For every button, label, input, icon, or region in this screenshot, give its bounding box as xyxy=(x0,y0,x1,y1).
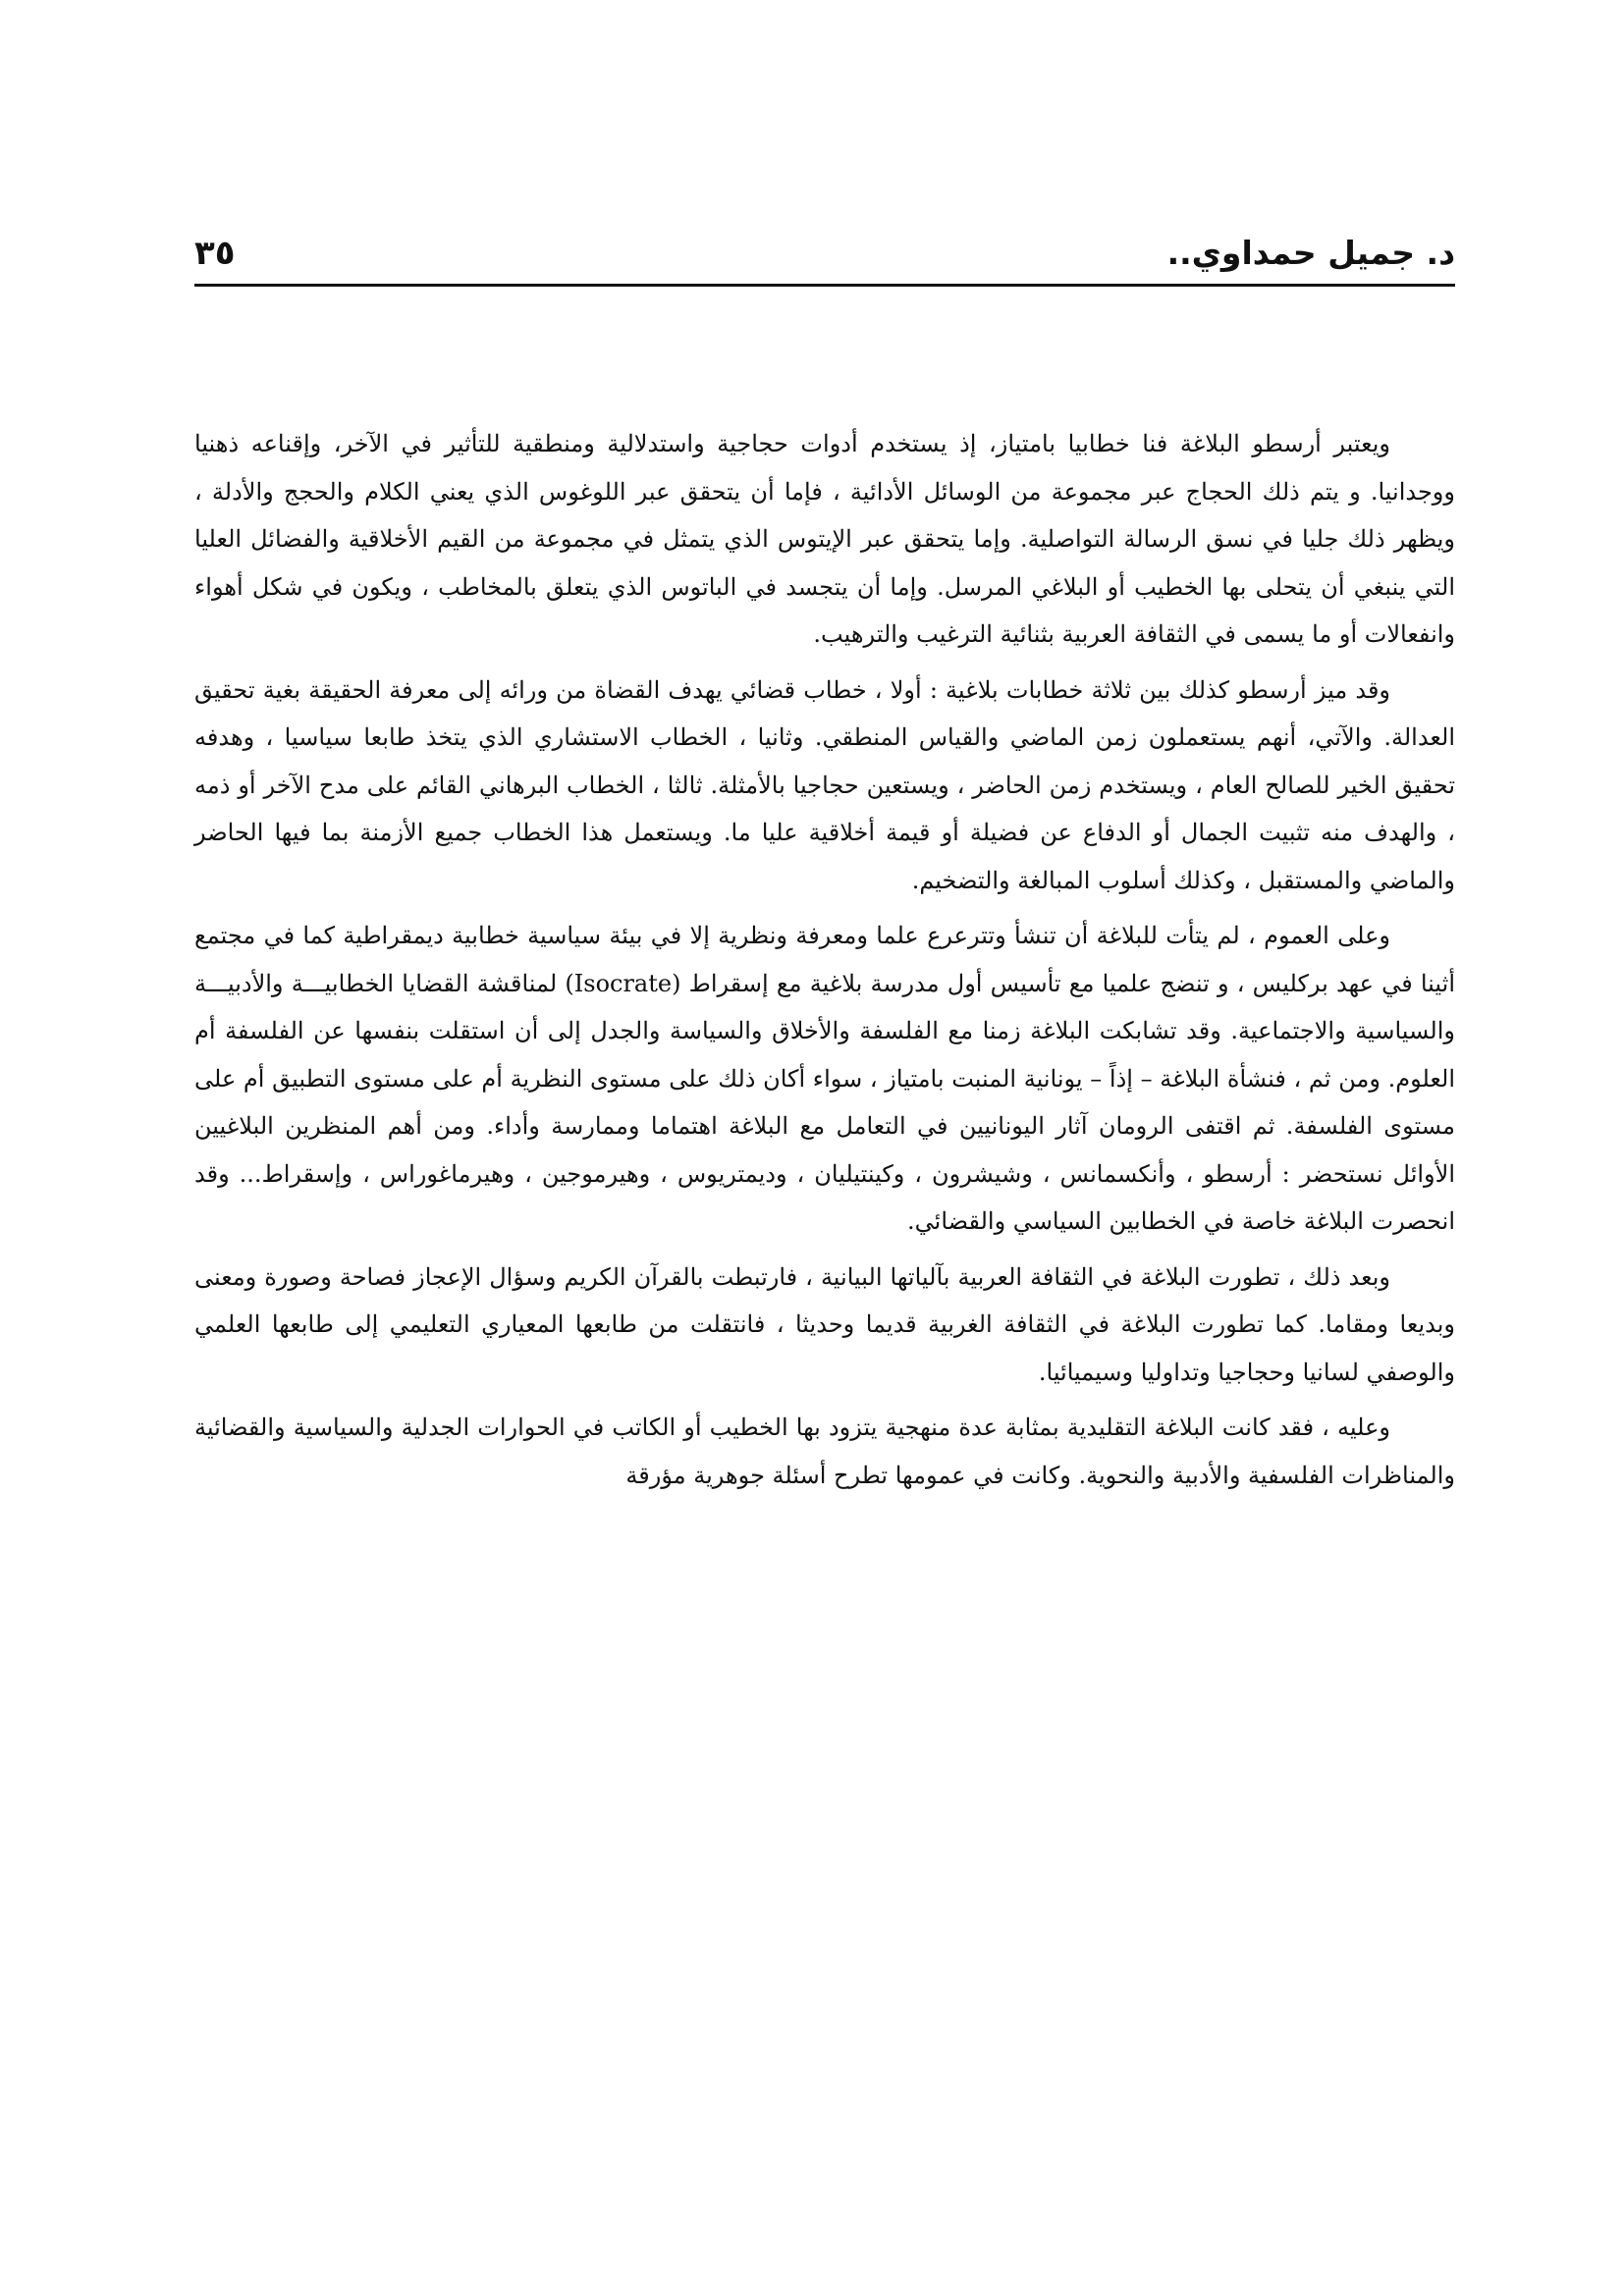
page-header xyxy=(194,226,1455,281)
body-text xyxy=(194,420,1455,1507)
paragraph-4: وبعد ذلك ، تطورت البلاغة في الثقافة العربية بآلياتها البيانية ، فارتبطت بالقرآن الكريم وسؤال الإعجاز فصاحة وصورة ومعنى وبديعا ومقاما. كما تطورت البلاغة في الثقافة الغربية قديما وحديثا ، فانتقلت من طابعها المعياري التعليمي إلى طابعها العلمي والوصفي لسانيا وحجاجيا وتداوليا وسيميائيا. xyxy=(194,1262,1455,1386)
header-rule xyxy=(194,284,1455,287)
paragraph-1: ويعتبر أرسطو البلاغة فنا خطابيا بامتياز، إذ يستخدم أدوات حجاجية واستدلالية ومنطقية للتأثير في الآخر، وإقناعه ذهنيا ووجدانيا. و يتم ذلك الحجاج عبر مجموعة من الوسائل الأدائية ، فإما أن يتحقق عبر اللوغوس الذي يعني الكلام والحجج والأدلة ، ويظهر ذلك جليا في نسق الرسالة التواصلية. وإما يتحقق عبر الإيتوس الذي يتمثل في مجموعة من القيم الأخلاقية والفضائل العليا التي ينبغي أن يتحلى بها الخطيب أو البلاغي المرسل. وإما أن يتجسد في الباتوس الذي يتعلق بالمخاطب ، ويكون في شكل أهواء وانفعالات أو ما يسمى في الثقافة العربية بثنائية الترغيب والترهيب. xyxy=(194,430,1455,648)
page-number: ٣٥ xyxy=(194,234,236,273)
paragraph-3: وعلى العموم ، لم يتأت للبلاغة أن تنشأ وتترعرع علما ومعرفة ونظرية إلا في بيئة سياسية خطابية ديمقراطية كما في مجتمع أثينا في عهد بركليس ، و تنضج علميا مع تأسيس أول مدرسة بلاغية مع إسقراط (Isocrate) لمناقشة القضايا الخطابيـــة والأدبيـــة والسياسية والاجتماعية. وقد تشابكت البلاغة زمنا مع الفلسفة والأخلاق والسياسة والجدل إلى أن استقلت بنفسها عن الفلسفة أم العلوم. ومن ثم ، فنشأة البلاغة – إذاً – يونانية المنبت بامتياز ، سواء أكان ذلك على مستوى النظرية أم على مستوى التطبيق أم على مستوى الفلسفة. ثم اقتفى الرومان آثار اليونانيين في التعامل مع البلاغة اهتماما وممارسة وأداء. ومن أهم المنظرين البلاغيين الأوائل نستحضر : أرسطو ، وأنكسمانس ، وشيشرون ، وكينتيليان ، وديمتريوس ، وهيرموجين ، وهيرماغوراس ، وإسقراط... وقد انحصرت البلاغة خاصة في الخطابين السياسي والقضائي. xyxy=(194,922,1456,1235)
running-head-author: د. جميل حمداوي.. xyxy=(1166,234,1455,272)
paragraph-2: وقد ميز أرسطو كذلك بين ثلاثة خطابات بلاغية : أولا ، خطاب قضائي يهدف القضاة من ورائه إلى معرفة الحقيقة بغية تحقيق العدالة. والآتي، أنهم يستعملون زمن الماضي والقياس المنطقي. وثانيا ، الخطاب الاستشاري الذي يتخذ طابعا سياسيا ، وهدفه تحقيق الخير للصالح العام ، ويستخدم زمن الحاضر ، ويستعين حجاجيا بالأمثلة. ثالثا ، الخطاب البرهاني القائم على مدح الآخر أو ذمه ، والهدف منه تثبيت الجمال أو الدفاع عن فضيلة أو قيمة أخلاقية عليا ما. ويستعمل هذا الخطاب جميع الأزمنة بما فيها الحاضر والماضي والمستقبل ، وكذلك أسلوب المبالغة والتضخيم. xyxy=(194,675,1455,894)
paragraph-5: وعليه ، فقد كانت البلاغة التقليدية بمثابة عدة منهجية يتزود بها الخطيب أو الكاتب في الحوارات الجدلية والسياسية والقضائية والمناظرات الفلسفية والأدبية والنحوية. وكانت في عمومها تطرح أسئلة جوهرية مؤرقة xyxy=(194,1414,1455,1489)
